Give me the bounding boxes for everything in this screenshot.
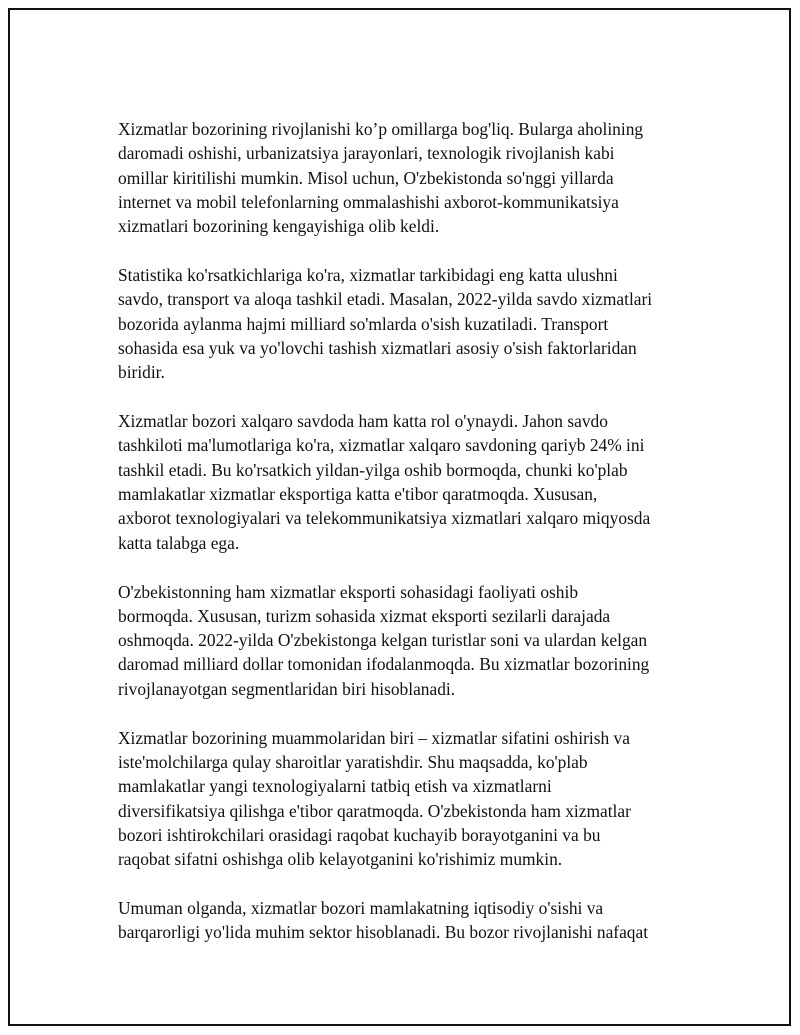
text-line: mamlakatlar yangi texnologiyalarni tatbiq etish va xizmatlarni (118, 776, 552, 797)
text-line: Umuman olganda, xizmatlar bozori mamlakatning iqtisodiy o'sishi va (118, 897, 604, 918)
text-line: Xizmatlar bozorining rivojlanishi ko’p omillarga bog'liq. Bularga aholining (118, 119, 644, 139)
text-line: Xizmatlar bozori xalqaro savdoda ham katta rol o'ynaydi. Jahon savdo (118, 411, 608, 432)
text-line: tashkil etadi. Bu ko'rsatkich yildan-yilga oshib bormoqda, chunki ko'plab (118, 459, 628, 480)
text-line: iste'molchilarga qulay sharoitlar yaratishdir. Shu maqsadda, ko'plab (118, 751, 588, 772)
paragraph-3 (118, 409, 698, 555)
text-line: Xizmatlar bozorining muammolaridan biri – xizmatlar sifatini oshirish va (118, 727, 630, 748)
text-line: omillar kiritilishi mumkin. Misol uchun, O'zbekistonda so'nggi yillarda (118, 167, 614, 188)
text-line: katta talabga ega. (118, 532, 240, 553)
paragraph-4 (118, 580, 698, 701)
paragraph-2 (118, 263, 698, 384)
text-line: Statistika ko'rsatkichlariga ko'ra, xizmatlar tarkibidagi eng katta ulushni (118, 265, 618, 286)
text-line: barqarorligi yo'lida muhim sektor hisoblanadi. Bu bozor rivojlanishi nafaqat (118, 922, 649, 943)
paragraph-1 (118, 117, 698, 238)
paragraph-5 (118, 726, 698, 872)
text-line: bozorida aylanma hajmi milliard so'mlarda o'sish kuzatiladi. Transport (118, 313, 609, 334)
text-line: xizmatlari bozorining kengayishiga olib keldi. (118, 216, 440, 237)
text-line: internet va mobil telefonlarning ommalashishi axborot-kommunikatsiya (118, 191, 619, 212)
text-line: sohasida esa yuk va yo'lovchi tashish xizmatlari asosiy o'sish faktorlaridan (118, 337, 637, 358)
text-line: daromadi oshishi, urbanizatsiya jarayonlari, texnologik rivojlanish kabi (118, 143, 615, 164)
paragraph-6 (118, 896, 698, 945)
text-line: axborot texnologiyalari va telekommunikatsiya xizmatlari xalqaro miqyosda (118, 508, 651, 529)
text-line: oshmoqda. 2022-yilda O'zbekistonga kelgan turistlar soni va ulardan kelgan (118, 630, 648, 651)
document-body (118, 117, 698, 969)
text-line: raqobat sifatni oshishga olib kelayotganini ko'rishimiz mumkin. (118, 849, 563, 870)
text-line: diversifikatsiya qilishga e'tibor qaratmoqda. O'zbekistonda ham xizmatlar (118, 800, 631, 821)
text-line: tashkiloti ma'lumotlariga ko'ra, xizmatlar xalqaro savdoning qariyb 24% ini (118, 435, 645, 456)
text-line: biridir. (118, 362, 165, 383)
text-line: bormoqda. Xususan, turizm sohasida xizmat eksporti sezilarli darajada (118, 605, 611, 626)
text-line: mamlakatlar xizmatlar eksportiga katta e'tibor qaratmoqda. Xususan, (118, 484, 598, 505)
text-line: savdo, transport va aloqa tashkil etadi. Masalan, 2022-yilda savdo xizmatlari (118, 289, 653, 310)
text-line: bozori ishtirokchilari orasidagi raqobat kuchayib borayotganini va bu (118, 824, 601, 845)
text-line: daromad milliard dollar tomonidan ifodalanmoqda. Bu xizmatlar bozorining (118, 654, 650, 675)
text-line: O'zbekistonning ham xizmatlar eksporti sohasidagi faoliyati oshib (118, 581, 579, 602)
text-line: rivojlanayotgan segmentlaridan biri hisoblanadi. (118, 678, 456, 699)
